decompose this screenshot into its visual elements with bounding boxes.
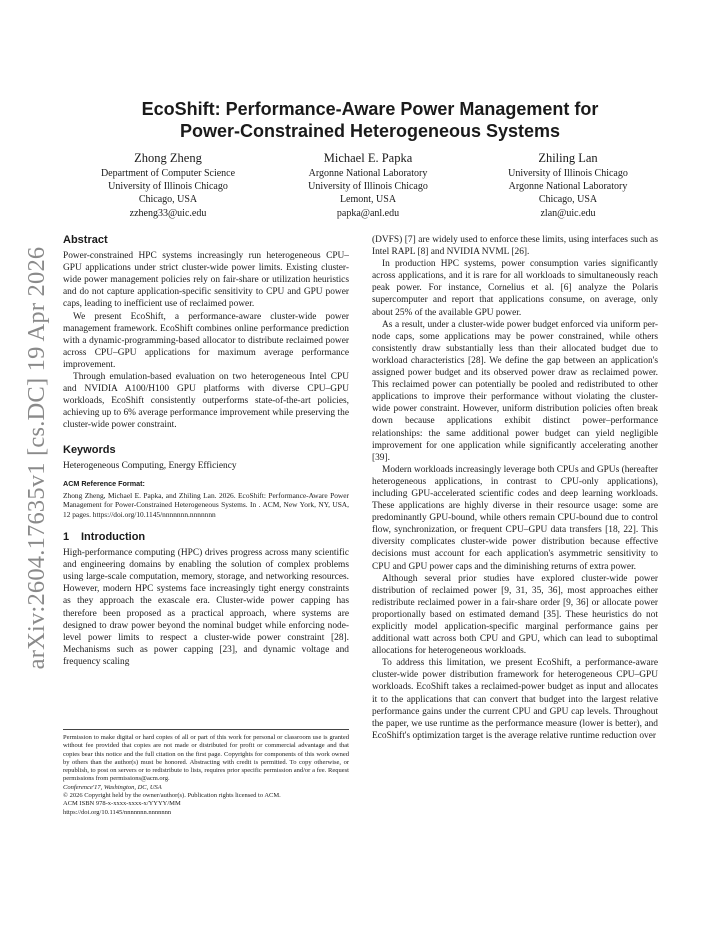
author-1: [68, 150, 268, 220]
paper-title-line-2: Power-Constrained Heterogeneous Systems: [179, 121, 561, 141]
introduction-heading: [63, 531, 349, 543]
author-name: Zhiling Lan: [538, 151, 598, 165]
abstract-paragraph: Through emulation-based evaluation on two heterogeneous Intel CPU and NVIDIA A100/H100 GPU platforms with diverse CPU–GPU workloads, EcoShift consistently outperforms state-of-the-art policies, achieving up to 6% average performance improvement while preserving the cluster-wide power constraint.: [63, 372, 349, 431]
author-location: Chicago, USA: [138, 194, 198, 206]
copyright-footnote: [63, 729, 349, 817]
doi-link[interactable]: https://doi.org/10.1145/nnnnnnn.nnnnnnn: [63, 808, 172, 816]
author-affiliation: Department of Computer Science: [100, 168, 236, 179]
author-2: [268, 150, 468, 220]
author-email[interactable]: zzheng33@uic.edu: [129, 207, 207, 219]
body-paragraph: In production HPC systems, power consumption varies significantly across applications, and it is rare for all workloads to simultaneously reach peak power. For instance, Cornelius et al. [6] analyze the Polaris supercomputer and report that applications consume, on average, only about 25% of the available GPU power.: [372, 259, 658, 318]
author-location: Chicago, USA: [538, 194, 598, 206]
author-email[interactable]: zlan@uic.edu: [540, 207, 596, 219]
paper-title-line-1: EcoShift: Performance-Aware Power Management for: [141, 99, 599, 119]
acm-reference-heading: ACM Reference Format:: [63, 478, 145, 488]
arxiv-stamp: arXiv:2604.17635v1 [cs.DC] 19 Apr 2026: [23, 246, 50, 670]
abstract-paragraph: We present EcoShift, a performance-aware cluster-wide power management framework. EcoShift combines online performance prediction with a dynamic-programming-based allocator to distribute reclaimed power across CPU–GPU applications for maximum average performance improvement.: [63, 311, 349, 370]
author-affiliation: Argonne National Laboratory: [508, 181, 628, 193]
conference-name: Conference'17, Washington, DC, USA: [63, 783, 162, 791]
abstract-paragraph: Power-constrained HPC systems increasingly run heterogeneous CPU–GPU applications under strict cluster-wide power limits. Existing cluster-wide power management policies rely on fair-share or utilization heuristics and do not capture application-specific sensitivity to CPU and GPU power caps, leading to inefficient use of reclaimed power.: [63, 251, 349, 310]
author-affiliation: University of Illinois Chicago: [108, 181, 228, 193]
author-email[interactable]: papka@anl.edu: [336, 207, 400, 219]
section-number: 1: [63, 531, 70, 543]
author-name: Zhong Zheng: [134, 151, 202, 165]
section-title: Introduction: [81, 531, 146, 543]
permission-notice: Permission to make digital or hard copies of all or part of this work for personal or classroom use is granted without fee provided that copies are not made or distributed for profit or commercial advantage and that copies bear this notice and the full citation on the first page. Copyrights for components of this work owned by others than the author(s) must be honored. Abstracting with credit is permitted. To copy otherwise, or republish, to post on servers or to redistribute to lists, requires prior specific permission and/or a fee. Request permissions from permissions@acm.org.: [63, 734, 349, 783]
author-affiliation: University of Illinois Chicago: [308, 181, 428, 193]
author-block: [68, 150, 668, 220]
keywords-heading: Keywords: [63, 443, 116, 456]
body-paragraph: Although several prior studies have explored cluster-wide power distribution of reclaimed power [9, 31, 35, 36], most approaches either redistribute reclaimed power in a fair-share order [9, 36] or allocate power proportionally based on estimated demand [35]. These heuristics do not explicitly model application-specific marginal performance gains per additional watt across both CPU and GPU, which can lead to suboptimal allocations for heterogeneous workloads.: [372, 573, 658, 657]
author-location: Lemont, USA: [339, 194, 397, 206]
body-paragraph: (DVFS) [7] are widely used to enforce these limits, using interfaces such as Intel RAPL [8] and NVIDIA NVML [26].: [372, 235, 658, 258]
isbn-line: ACM ISBN 978-x-xxxx-xxxx-x/YYYY/MM: [63, 800, 181, 808]
author-name: Michael E. Papka: [323, 151, 413, 165]
body-paragraph: To address this limitation, we present EcoShift, a performance-aware cluster-wide power distribution framework for heterogeneous CPU–GPU workloads. EcoShift takes a reclaimed-power budget as input and allocates it to the applications that can convert that budget into the largest relative performance gains under the current CPU and GPU cap levels. Throughout the paper, we use runtime as the performance measure (lower is better), and EcoShift's optimization target is the average relative runtime reduction over: [372, 658, 658, 741]
copyright-line: © 2026 Copyright held by the owner/author(s). Publication rights licensed to ACM.: [63, 792, 281, 800]
body-paragraph: As a result, under a cluster-wide power budget enforced via uniform per-node caps, some applications may be power constrained, while others consistently draw substantially less than their allocated budget due to workload characteristics [28]. We define the gap between an application's assigned power budget and its observed power draw as reclaimed power. This reclaimed power can potentially be pooled and redistributed to other applications to improve their performance without violating the cluster-wide power constraint. However, uniform distribution policies often break down because applications exhibit distinct power–performance relationships: the same additional power budget can yield negligible improvement for one application while significantly accelerating another [39].: [372, 319, 658, 463]
body-paragraph: Modern workloads increasingly leverage both CPUs and GPUs (hereafter heterogeneous applications, in contrast to CPU-only applications), including GPU-accelerated scientific codes and deep learning workloads. These applications are highly diverse in their resource usage: some are predominantly GPU-bound, while others remain CPU-bound due to control flow, synchronization, or frequent CPU–GPU data transfers [18, 22]. This diversity complicates cluster-wide power distribution because effective decisions must account for each application's asymmetric sensitivity to CPU and GPU power caps and the diminishing returns of extra power.: [372, 464, 658, 572]
right-column: [372, 234, 658, 742]
acm-reference-text: Zhong Zheng, Michael E. Papka, and Zhiling Lan. 2026. EcoShift: Performance-Aware Power Management for Power-Constrained Heterogeneous Systems. In . ACM, New York, NY, USA, 12 pages. https://doi.org/10.1145/nnnnnnn.nnnnnnn: [63, 490, 349, 519]
introduction-paragraph: High-performance computing (HPC) drives progress across many scientific and engineering domains by enabling the solution of complex problems using large-scale computation, memory, storage, and networking resources. However, modern HPC systems face increasingly tight energy constraints as they approach the exascale era. Cluster-wide power capping has therefore been proposed as a practical approach, where systems are designed to draw power beyond the nominal budget while enforcing node-level power limits to respect a cluster-wide power constraint [28]. Mechanisms such as power capping [23], and dynamic voltage and frequency scaling: [63, 548, 349, 667]
author-affiliation: University of Illinois Chicago: [508, 168, 628, 179]
author-affiliation: Argonne National Laboratory: [308, 168, 428, 179]
author-3: [468, 150, 668, 220]
keywords-text: Heterogeneous Computing, Energy Efficiency: [63, 460, 237, 471]
abstract-heading: Abstract: [63, 234, 108, 246]
left-column: [63, 234, 349, 668]
